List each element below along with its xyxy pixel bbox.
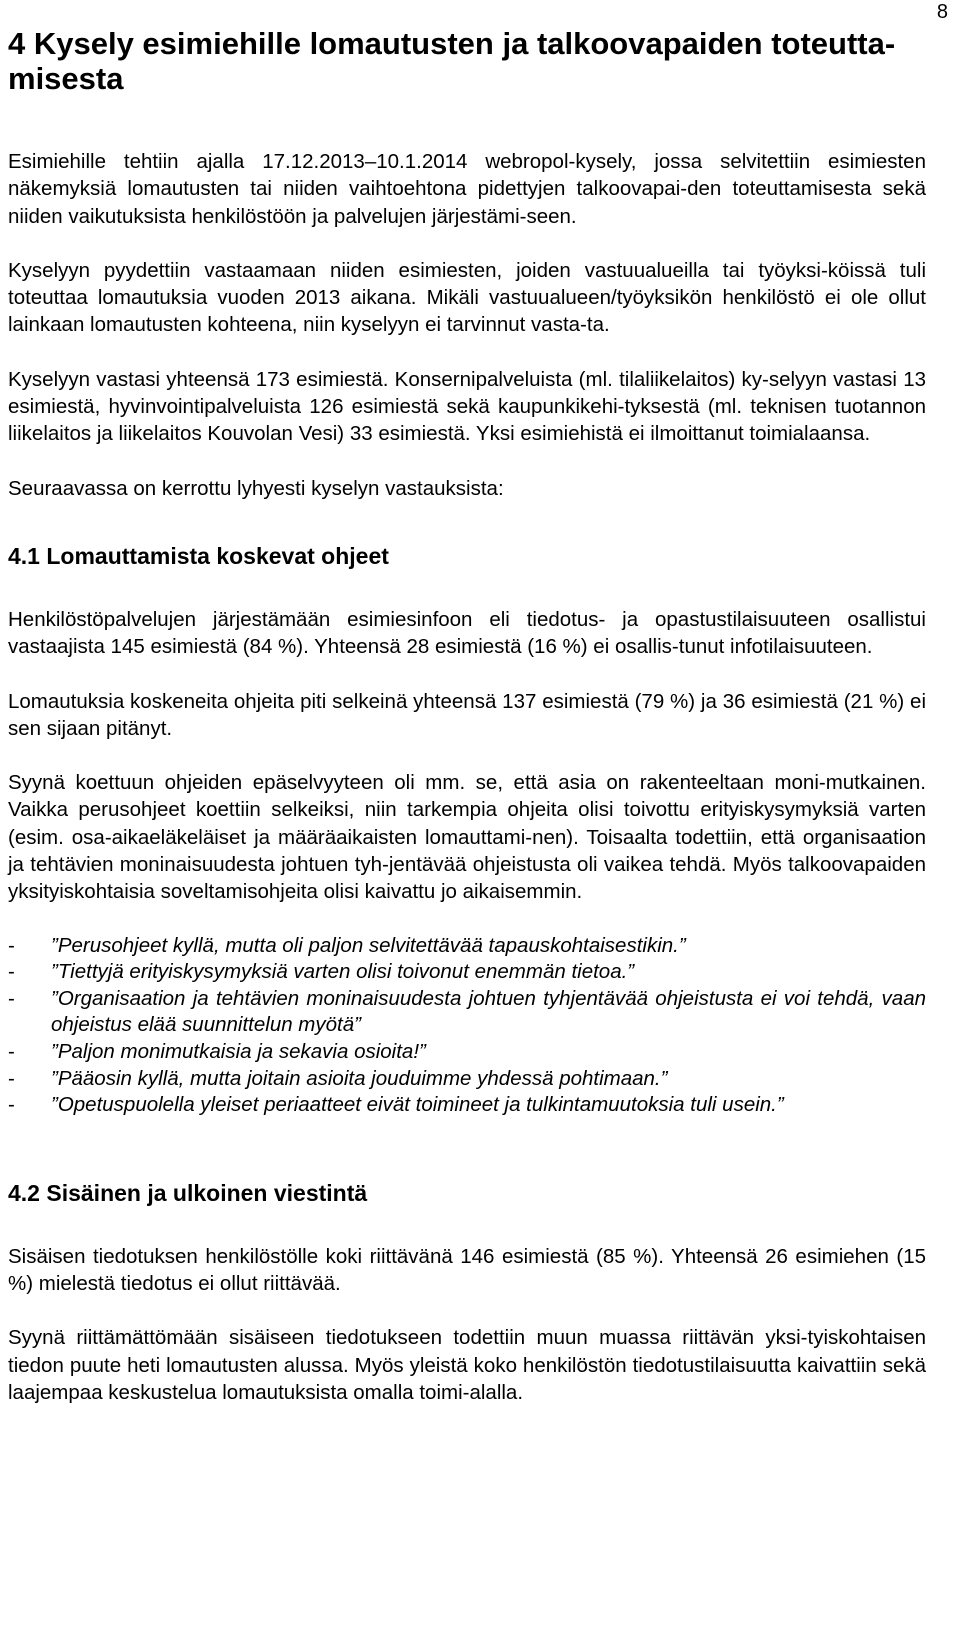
section-4-paragraph: Seuraavassa on kerrottu lyhyesti kyselyn vastauksista: (8, 476, 504, 500)
section-4-paragraph: Esimiehille tehtiin ajalla 17.12.2013–10.1.2014 webropol-kysely, jossa selvitettiin esimiesten näkemyksiä lomautusten tai niiden vaihtoehtona pidettyjen talkoovapai-den toteuttamisesta sekä niiden vaikutuksista henkilöstöön ja palvelujen järjestämi-seen. (8, 150, 926, 228)
quote-item (8, 1092, 926, 1119)
section-4-2-paragraph: Sisäisen tiedotuksen henkilöstölle koki riittävänä 146 esimiestä (85 %). Yhteensä 26 esimiehen (15 %) mielestä tiedotus ei ollut riittävää. (8, 1244, 926, 1296)
quote-text: ”Paljon monimutkaisia ja sekavia osioita!” (51, 1040, 426, 1064)
list-dash: - (8, 1066, 15, 1090)
list-dash: - (8, 1093, 15, 1117)
quote-item (8, 933, 926, 960)
list-dash: - (8, 960, 15, 984)
section-4-paragraph: Kyselyyn vastasi yhteensä 173 esimiestä. Konsernipalveluista (ml. tilaliikelaitos) ky-selyyn vastasi 13 esimiestä, hyvinvointipalveluista 126 esimiestä sekä kaupunkikehi-tyksestä (ml. teknisen tuotannon liikelaitos ja liikelaitos Kouvolan Vesi) 33 esimiestä. Yksi esimiehistä ei ilmoittanut toimialaansa. (8, 367, 926, 446)
section-4-1-paragraph: Henkilöstöpalvelujen järjestämään esimiesinfoon eli tiedotus- ja opastustilaisuuteen osallistui vastaajista 145 esimiestä (84 %). Yhteensä 28 esimiestä (16 %) ei osallis-tunut infotilaisuuteen. (8, 607, 926, 659)
page-number: 8 (936, 1, 948, 23)
quote-text: ”Tiettyjä erityiskysymyksiä varten olisi toivonut enemmän tietoa.” (51, 960, 635, 984)
section-4-1-heading: 4.1 Lomauttamista koskevat ohjeet (8, 542, 389, 569)
quote-text: ”Organisaation ja tehtävien moninaisuudesta johtuen tyhjentävää ohjeistusta ei voi tehdä, vaan ohjeistus elää suunnittelun myötä” (51, 986, 926, 1037)
quote-item (8, 959, 926, 986)
quote-item (8, 986, 926, 1039)
section-4-1-paragraph: Lomautuksia koskeneita ohjeita piti selkeinä yhteensä 137 esimiestä (79 %) ja 36 esimiestä (21 %) ei sen sijaan pitänyt. (8, 689, 926, 740)
quote-text: ”Opetuspuolella yleiset periaatteet eivät toimineet ja tulkintamuutoksia tuli usein.” (51, 1093, 784, 1117)
section-4-1-paragraph: Syynä koettuun ohjeiden epäselvyyteen oli mm. se, että asia on rakenteeltaan moni-mutkainen. Vaikka perusohjeet koettiin selkeiksi, niin tarkempia ohjeita olisi toivottu erityiskysymyksiä varten (esim. osa-aikaeläkeläiset ja määräaikaisten lomauttami-nen). Toisaalta todettiin, että organisaation ja tehtävien moninaisuudesta johtuen tyh-jentävää ohjeistusta oli vaikea tehdä. Myös talkoovapaiden yksityiskohtaisia soveltamisohjeita olisi kaivattu jo aikaisemmin. (8, 771, 926, 904)
quote-text: ”Pääosin kyllä, mutta joitain asioita jouduimme yhdessä pohtimaan.” (51, 1066, 668, 1090)
section-4-heading: 4 Kysely esimiehille lomautusten ja talkoovapaiden toteutta-misesta (8, 26, 896, 96)
quote-item (8, 1066, 926, 1093)
document-body (8, 26, 926, 1406)
list-dash: - (8, 933, 15, 957)
list-dash: - (8, 986, 15, 1010)
section-4-2-paragraph: Syynä riittämättömään sisäiseen tiedotukseen todettiin muun muassa riittävän yksi-tyiskohtaisen tiedon puute heti lomautusten alussa. Myös yleistä koko henkilöstön tiedotustilaisuutta kaivattiin sekä laajempaa keskustelua lomautuksista omalla toimi-alalla. (8, 1326, 926, 1404)
section-4-2-heading: 4.2 Sisäinen ja ulkoinen viestintä (8, 1179, 368, 1206)
quote-item (8, 1039, 926, 1066)
section-4-paragraph: Kyselyyn pyydettiin vastaamaan niiden esimiesten, joiden vastuualueilla tai työyksi-köissä tuli toteuttaa lomautuksia vuoden 2013 aikana. Mikäli vastuualueen/työyksikön henkilöstö ei ole ollut lainkaan lomautusten kohteena, niin kyselyyn ei tarvinnut vasta-ta. (8, 258, 926, 337)
quote-list (8, 933, 926, 1119)
quote-text: ”Perusohjeet kyllä, mutta oli paljon selvitettävää tapauskohtaisestikin.” (51, 933, 686, 957)
list-dash: - (8, 1040, 15, 1064)
